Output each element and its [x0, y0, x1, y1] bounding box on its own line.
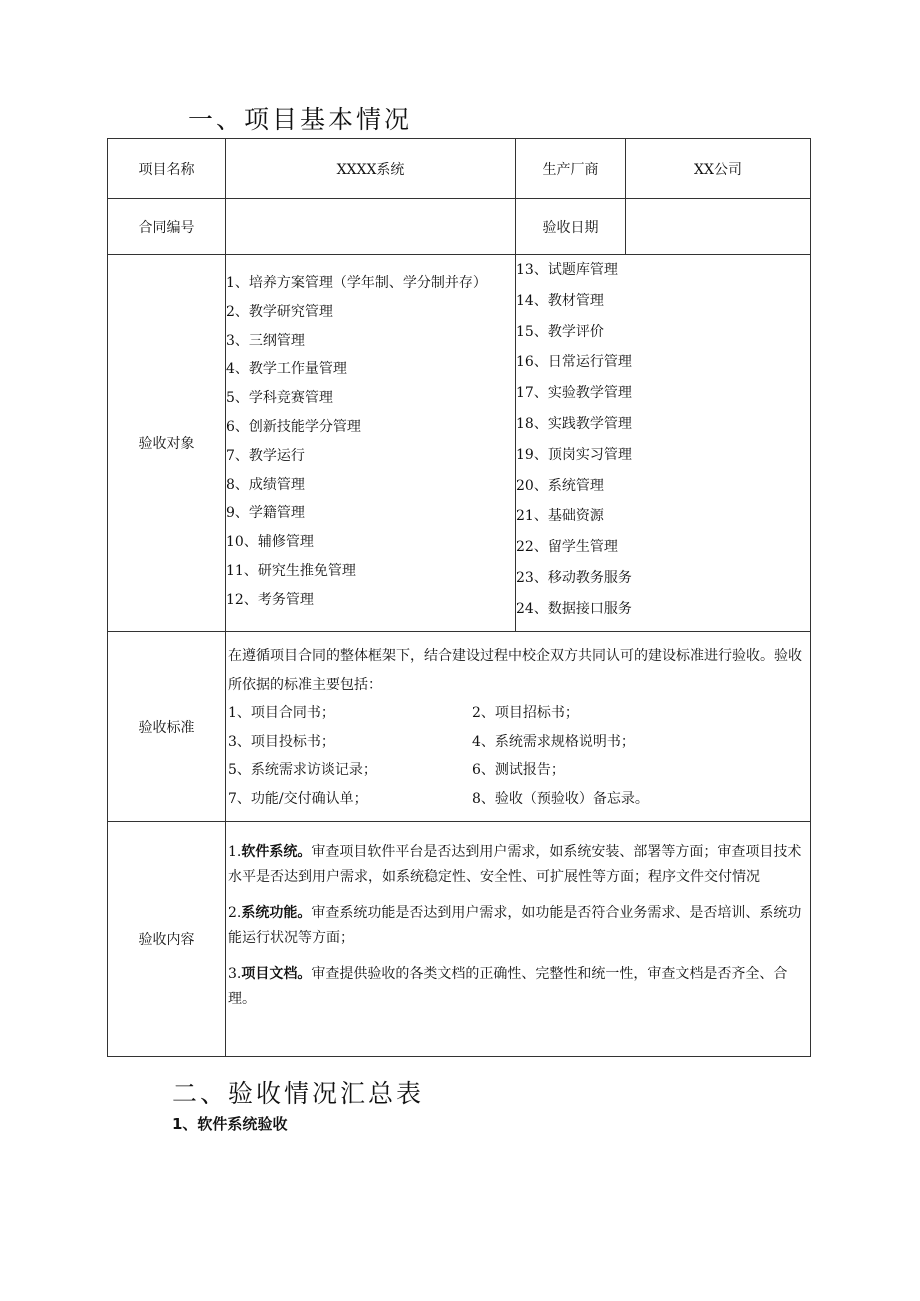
list-item: 3、三纲管理 — [226, 332, 305, 349]
list-item: 4、教学工作量管理 — [226, 361, 347, 378]
list-item: 24、数据接口服务 — [516, 600, 632, 617]
standard-label: 验收标准 — [108, 632, 226, 822]
project-info-table — [107, 138, 811, 1057]
list-item: 8、成绩管理 — [226, 476, 305, 493]
list-item: 23、移动教务服务 — [516, 569, 632, 586]
list-item: 2、教学研究管理 — [226, 303, 333, 320]
list-item: 1、项目合同书； — [228, 705, 335, 721]
list-item: 19、顶岗实习管理 — [516, 446, 632, 463]
section-title-summary: 二、验收情况汇总表 — [172, 1079, 425, 1108]
accept-date-value — [626, 199, 811, 255]
list-item: 14、教材管理 — [516, 292, 604, 309]
objects-cell — [226, 255, 811, 632]
project-name-label: 项目名称 — [108, 139, 226, 199]
list-item: 10、辅修管理 — [226, 534, 314, 551]
objects-label: 验收对象 — [108, 255, 226, 632]
list-item: 15、教学评价 — [516, 323, 604, 340]
project-name-value: XXXX系统 — [226, 139, 516, 199]
list-item: 22、留学生管理 — [516, 539, 618, 556]
objects-right-list — [516, 255, 810, 631]
list-item: 8、验收（预验收）备忘录。 — [472, 790, 649, 807]
contract-no-label: 合同编号 — [108, 199, 226, 255]
list-item: 9、学籍管理 — [226, 505, 305, 522]
objects-left-list — [226, 255, 516, 631]
list-item: 1、培养方案管理（学年制、学分制并存） — [226, 275, 487, 291]
list-item: 21、基础资源 — [516, 508, 604, 525]
list-item: 6、测试报告； — [472, 762, 565, 778]
list-item: 17、实验教学管理 — [516, 385, 632, 402]
content-item-3: 3.项目文档。审查提供验收的各类文档的正确性、完整性和统一性，审查文档是否齐全、合理。 — [228, 966, 788, 1007]
content-item-1: 1.软件系统。审查项目软件平台是否达到用户需求，如系统安装、部署等方面；审查项目技术水平是否达到用户需求，如系统稳定性、安全性、可扩展性等方面；程序文件交付情况 — [228, 844, 802, 885]
list-item: 12、考务管理 — [226, 591, 314, 608]
content-label: 验收内容 — [108, 822, 226, 1057]
list-item: 4、系统需求规格说明书； — [472, 733, 635, 750]
accept-date-label: 验收日期 — [516, 199, 626, 255]
list-item: 2、项目招标书； — [472, 705, 579, 721]
list-item: 5、系统需求访谈记录； — [228, 762, 377, 778]
list-item: 7、功能/交付确认单； — [228, 790, 368, 807]
list-item: 13、试题库管理 — [516, 262, 618, 278]
section-title-basic-info: 一、项目基本情况 — [188, 105, 413, 134]
list-item: 5、学科竞赛管理 — [226, 390, 333, 407]
subsection-title-software: 1、软件系统验收 — [172, 1115, 288, 1133]
list-item: 18、实践教学管理 — [516, 415, 632, 432]
manufacturer-label: 生产厂商 — [516, 139, 626, 199]
content-cell — [226, 822, 811, 1057]
standard-items — [228, 699, 806, 813]
list-item: 11、研究生推免管理 — [226, 562, 356, 579]
content-item-2: 2.系统功能。审查系统功能是否达到用户需求，如功能是否符合业务需求、是否培训、系统功能运行状况等方面； — [228, 905, 802, 946]
standard-intro: 在遵循项目合同的整体框架下，结合建设过程中校企双方共同认可的建设标准进行验收。验收所依据的标准主要包括： — [228, 648, 802, 693]
manufacturer-value: XX公司 — [626, 139, 811, 199]
standard-cell — [226, 632, 811, 822]
list-item: 7、教学运行 — [226, 447, 305, 464]
list-item: 16、日常运行管理 — [516, 354, 632, 371]
list-item: 3、项目投标书； — [228, 733, 335, 750]
list-item: 6、创新技能学分管理 — [226, 418, 361, 435]
list-item: 20、系统管理 — [516, 477, 604, 494]
contract-no-value — [226, 199, 516, 255]
